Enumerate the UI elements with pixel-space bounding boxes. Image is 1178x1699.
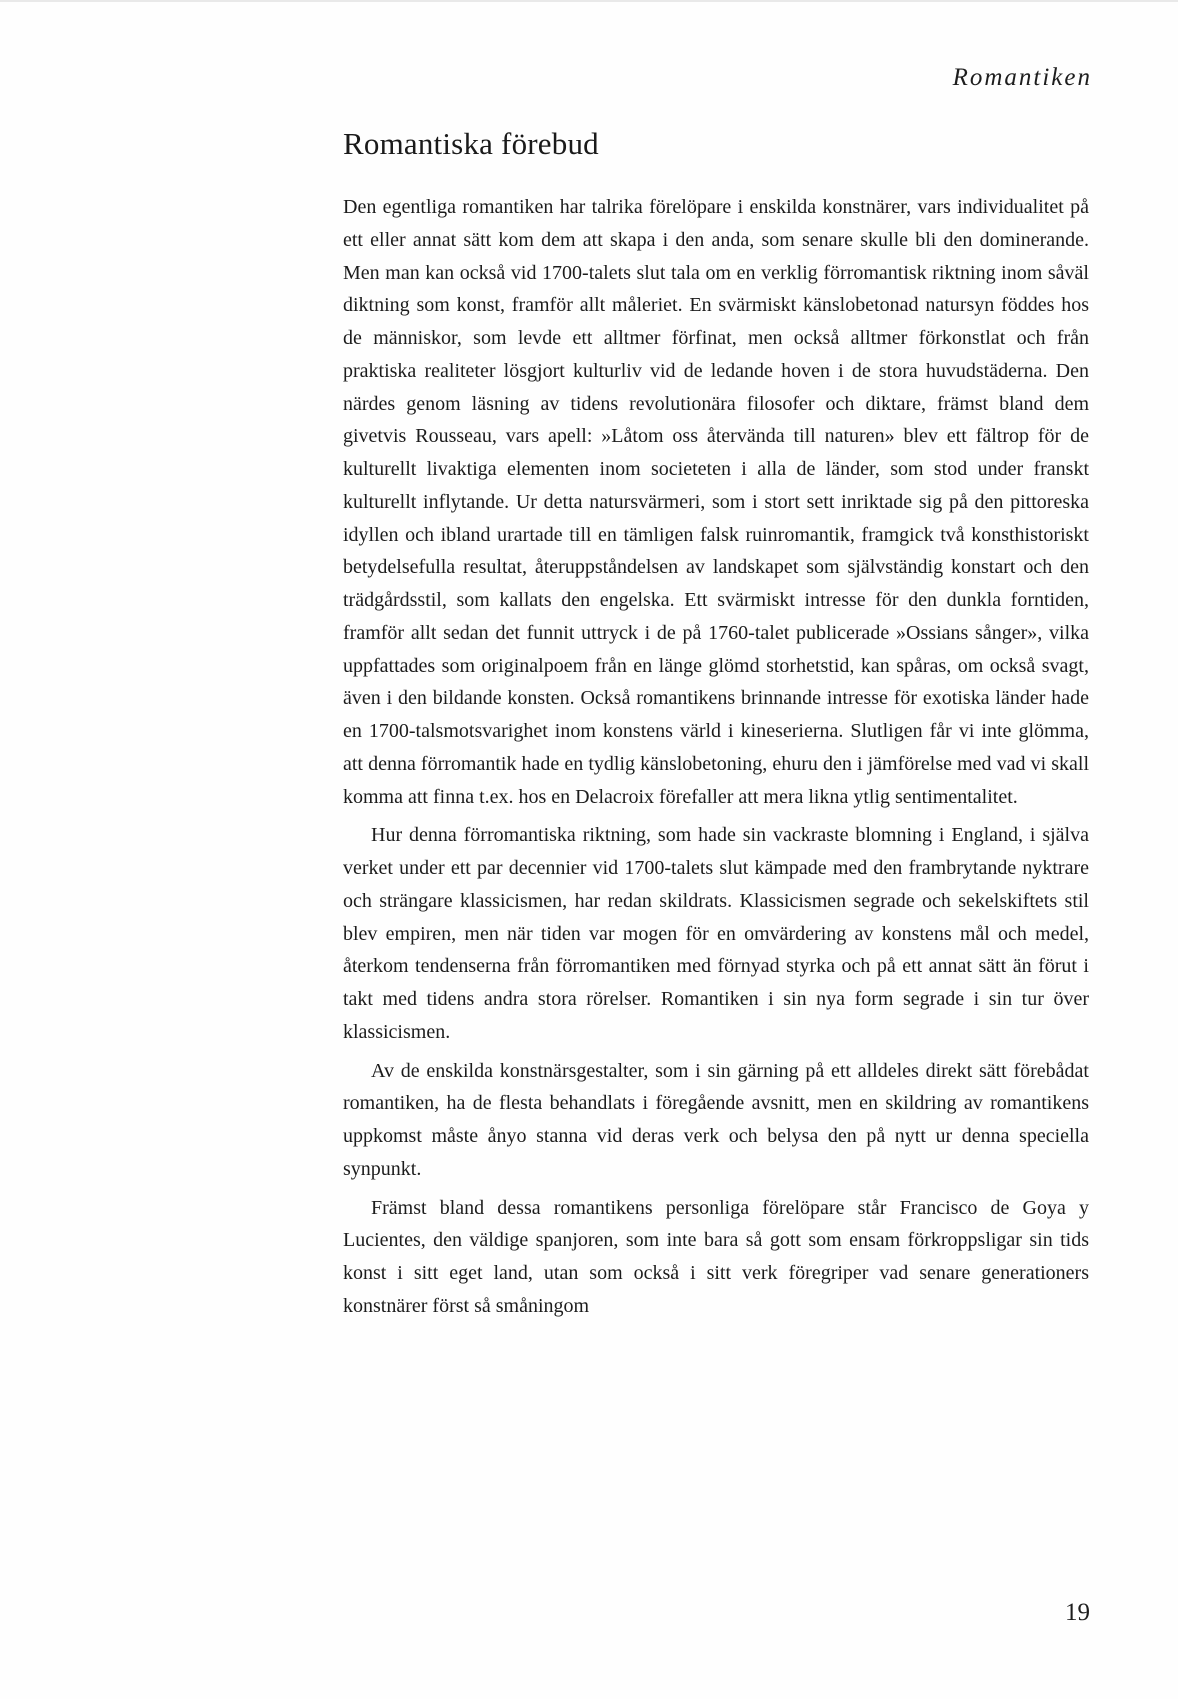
paragraph-4: Främst bland dessa romantikens personliga förelöpare står Francisco de Goya y Lucientes, den väldige spanjoren, som inte bara så gott som ensam förkroppsligar sin tids konst i sitt eget land, utan som också i sitt verk föregriper vad senare generationers konstnärer först så småningom: [343, 1196, 1089, 1317]
page-top-edge: [0, 0, 1178, 2]
body-text: [343, 191, 1089, 1329]
paragraph-1: Den egentliga romantiken har talrika förelöpare i enskilda konstnärer, vars individualitet på ett eller annat sätt kom dem att skapa i den anda, som senare skulle bli den dominerande. Men man kan också vid 1700-talets slut tala om en verklig förromantisk riktning inom såväl diktning som konst, framför allt måleriet. En svärmiskt känslobetonad natursyn föddes hos de människor, som levde ett alltmer förfinat, men också alltmer förkonstlat och från praktiska realiteter lösgjort kulturliv vid de ledande hoven i de stora huvudstäderna. Den närdes genom läsning av tidens revolutionära filosofer och diktare, främst bland dem givetvis Rousseau, vars apell: »Låtom oss återvända till naturen» blev ett fältrop för de kulturellt livaktiga elementen inom societeten i alla de länder, som stod under franskt kulturellt inflytande. Ur detta natursvärmeri, som i stort sett inriktade sig på den pittoreska idyllen och ibland urartade till en tämligen falsk ruinromantik, framgick två konsthistoriskt betydelsefulla resultat, återuppståndelsen av landskapet som självständig konstart och den trädgårdsstil, som kallats den engelska. Ett svärmiskt intresse för den dunkla forntiden, framför allt sedan det funnit uttryck i de på 1760-talet publicerade »Ossians sånger», vilka uppfattades som originalpoem från en länge glömd storhetstid, kan spåras, om också svagt, även i den bildande konsten. Också romantikens brinnande intresse för exotiska länder hade en 1700-talsmotsvarighet inom konstens värld i kineserierna. Slutligen får vi inte glömma, att denna förromantik hade en tydlig känslobetoning, ehuru den i jämförelse med vad vi skall komma att finna t.ex. hos en Delacroix förefaller att mera likna ytlig sentimentalitet.: [343, 196, 1089, 808]
running-header: Romantiken: [952, 64, 1092, 91]
paragraph-2: Hur denna förromantiska riktning, som hade sin vackraste blomning i England, i själva verket under ett par decennier vid 1700-talets slut kämpade med den frambrytande nyktrare och strängare klassicismen, har redan skildrats. Klassicismen segrade och sekelskiftets stil blev empiren, men när tiden var mogen för en omvärdering av konstens mål och medel, återkom tendenserna från förromantiken med förnyad styrka och på ett annat sätt än förut i takt med tidens andra stora rörelser. Romantiken i sin nya form segrade i sin tur över klassicismen.: [343, 824, 1089, 1043]
paragraph-3: Av de enskilda konstnärsgestalter, som i sin gärning på ett alldeles direkt sätt förebådat romantiken, ha de flesta behandlats i föregående avsnitt, men en skildring av romantikens uppkomst måste ånyo stanna vid deras verk och belysa den på nytt ur denna speciella synpunkt.: [343, 1059, 1089, 1180]
page-number: 19: [1065, 1599, 1090, 1626]
section-title: Romantiska förebud: [343, 126, 599, 161]
